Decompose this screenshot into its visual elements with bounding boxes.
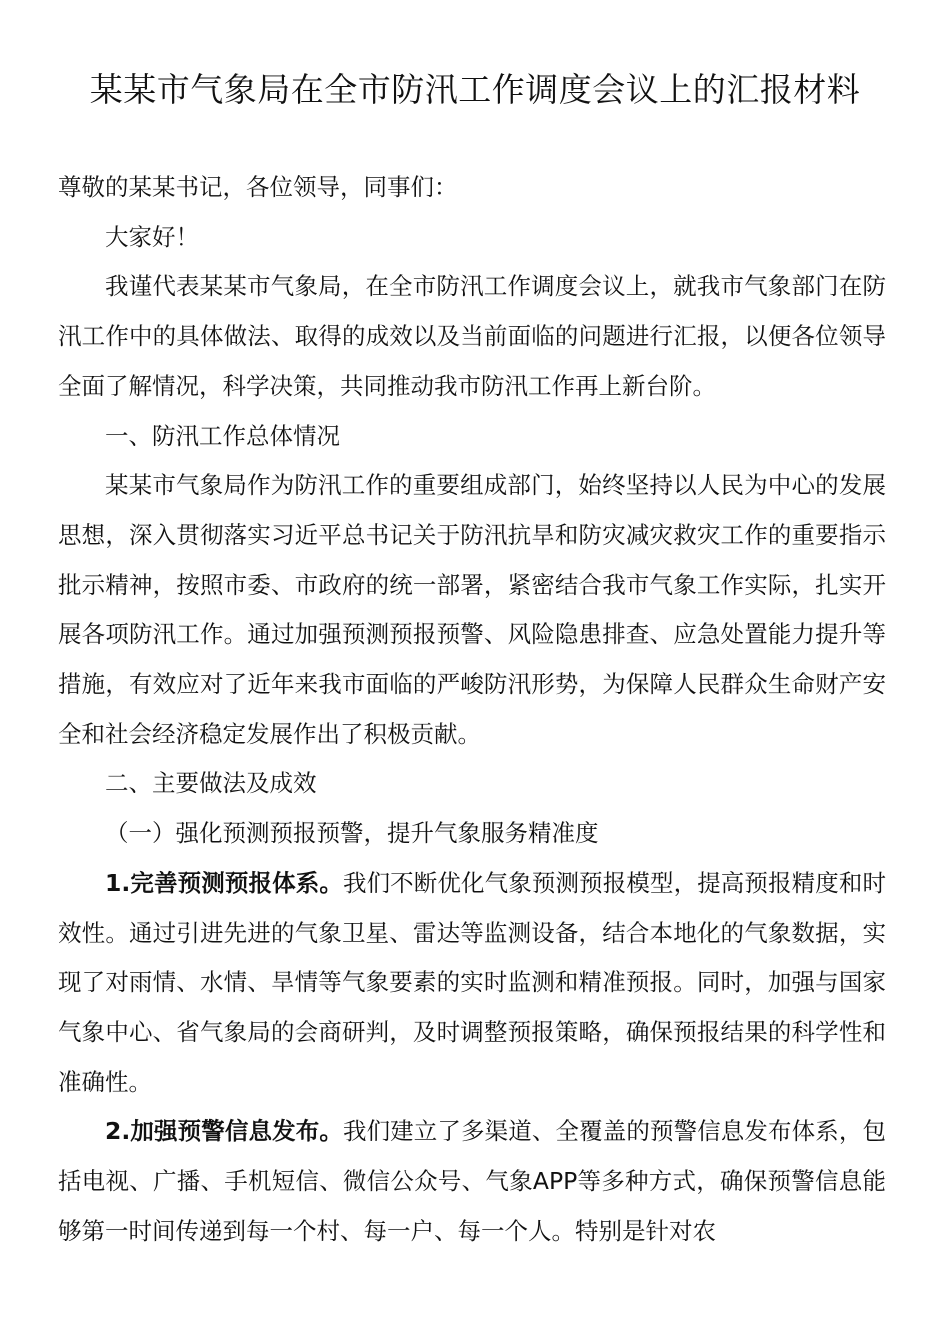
section-heading-2: 二、主要做法及成效 [105, 769, 317, 798]
document-title: 某某市气象局在全市防汛工作调度会议上的汇报材料 [89, 70, 861, 109]
subsection-heading-1: （一）强化预测预报预警，提升气象服务精准度 [105, 819, 599, 848]
item-1-lead: 1.完善预测预报体系。 [105, 868, 343, 897]
item-2-paragraph [58, 1107, 886, 1256]
salutation: 尊敬的某某书记，各位领导，同事们： [58, 173, 458, 201]
item-2-body: 我们建立了多渠道、全覆盖的预警信息发布体系，包括电视、广播、手机短信、微信公众号、气象APP等多种方式，确保预警信息能够第一时间传递到每一个村、每一户、每一个人。特别是针对农 [58, 1117, 887, 1245]
document-body [58, 163, 886, 1256]
section-heading-1: 一、防汛工作总体情况 [105, 421, 340, 450]
intro-paragraph: 我谨代表某某市气象局，在全市防汛工作调度会议上，就我市气象部门在防汛工作中的具体做法、取得的成效以及当前面临的问题进行汇报，以便各位领导全面了解情况，科学决策，共同推动我市防汛工作再上新台阶。 [58, 272, 886, 400]
item-1-paragraph [58, 859, 886, 1108]
section-1-paragraph: 某某市气象局作为防汛工作的重要组成部门，始终坚持以人民为中心的发展思想，深入贯彻落实习近平总书记关于防汛抗旱和防灾减灾救灾工作的重要指示批示精神，按照市委、市政府的统一部署，紧密结合我市气象工作实际，扎实开展各项防汛工作。通过加强预测预报预警、风险隐患排查、应急处置能力提升等措施，有效应对了近年来我市面临的严峻防汛形势，为保障人民群众生命财产安全和社会经济稳定发展作出了积极贡献。 [58, 471, 886, 748]
item-2-lead: 2.加强预警信息发布。 [105, 1117, 343, 1146]
item-1-body: 我们不断优化气象预测预报模型，提高预报精度和时效性。通过引进先进的气象卫星、雷达等监测设备，结合本地化的气象数据，实现了对雨情、水情、旱情等气象要素的实时监测和精准预报。同时，加强与国家气象中心、省气象局的会商研判，及时调整预报策略，确保预报结果的科学性和准确性。 [58, 868, 887, 1096]
greeting: 大家好！ [105, 222, 199, 251]
